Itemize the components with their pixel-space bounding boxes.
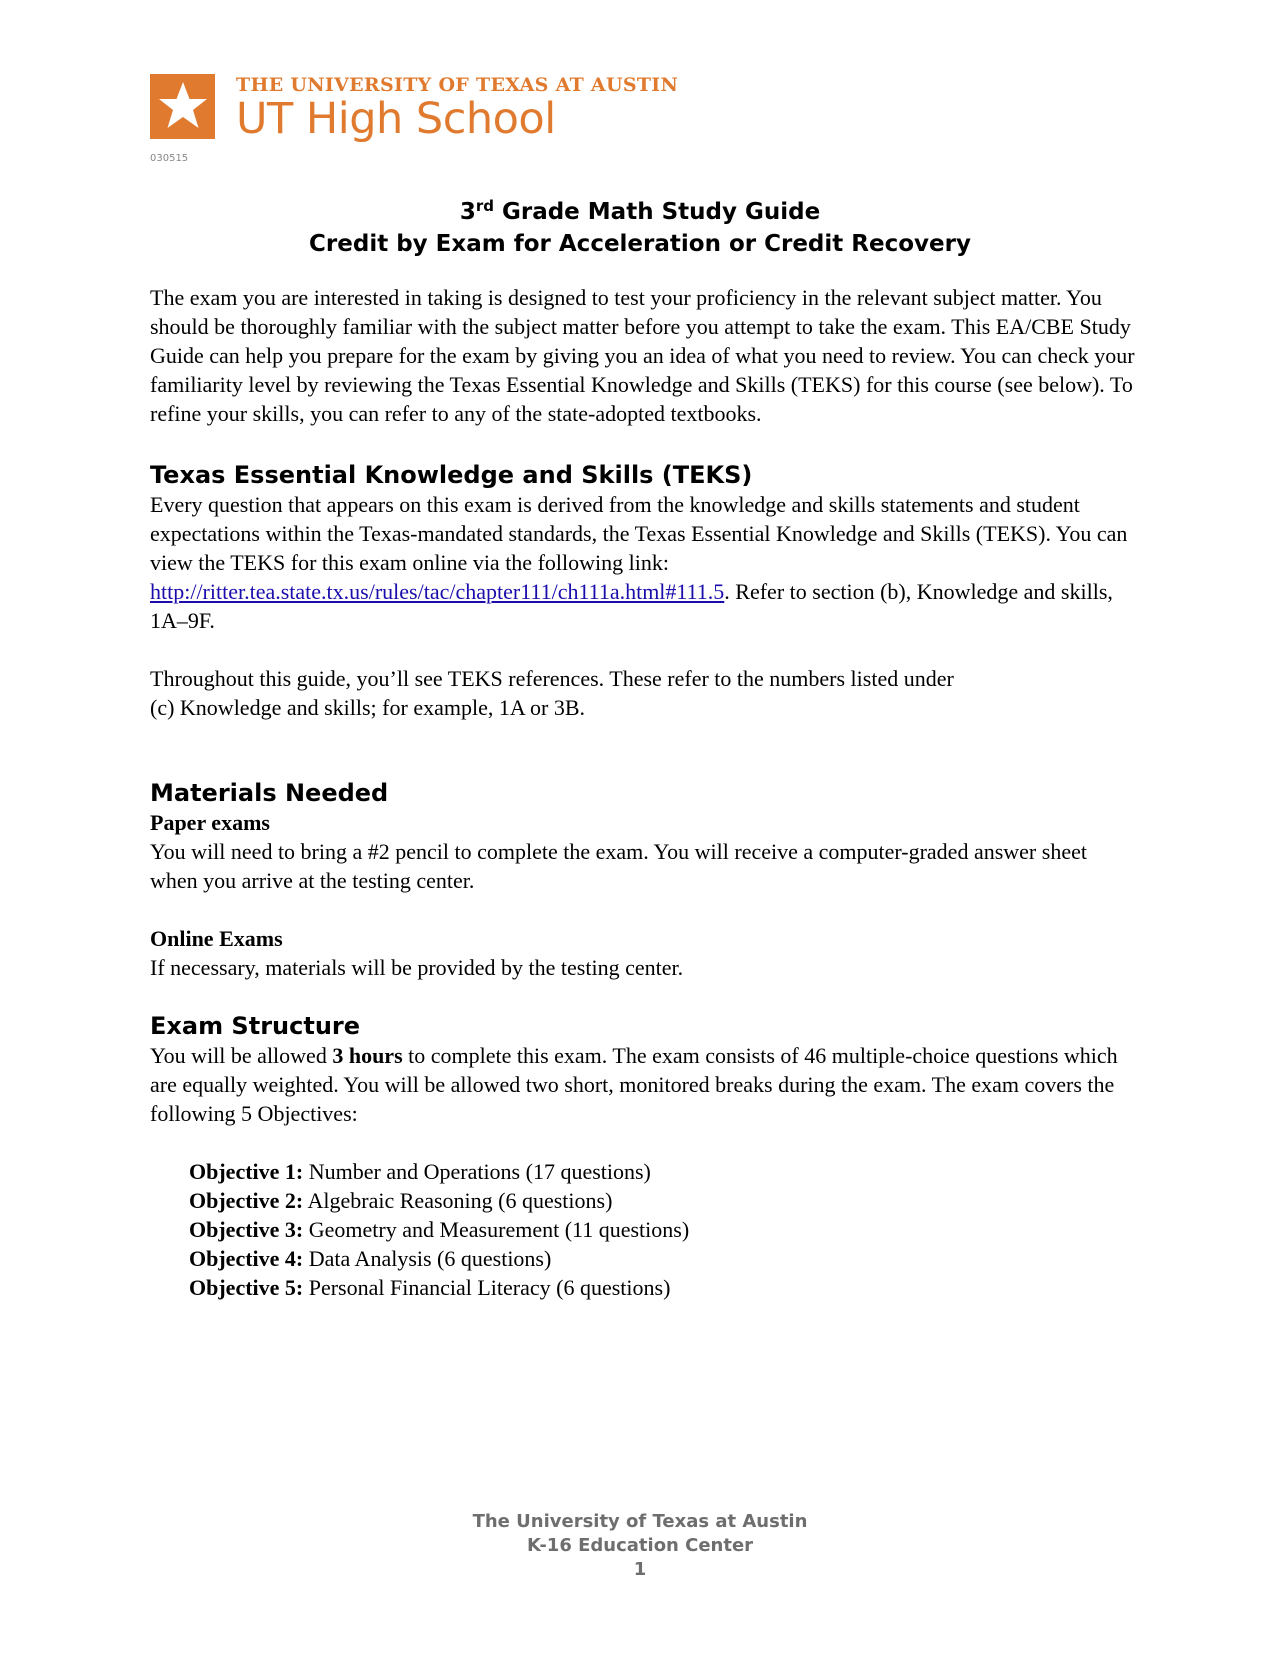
- page-title: [0, 196, 1280, 260]
- title-line-2: Credit by Exam for Acceleration or Credit Recovery: [309, 231, 971, 257]
- online-exams-heading: Online Exams: [150, 926, 283, 951]
- grade-suffix: rd: [475, 197, 494, 215]
- intro-paragraph: The exam you are interested in taking is designed to test your proficiency in the relevant subject matter. You should be thoroughly familiar with the subject matter before you attempt to take the exam. This EA/CBE Study Guide can help you prepare for the exam by giving you an idea of what you need to review. You can check your familiarity level by reviewing the Texas Essential Knowledge and Skills (TEKS) for this course (see below). To refine your skills, you can refer to any of the state-adopted textbooks.: [150, 285, 1135, 426]
- teks-paragraph: Every question that appears on this exam is derived from the knowledge and skills statements and student expectations within the Texas-mandated standards, the Texas Essential Knowledge and Skills (TEKS). You can view the TEKS for this exam online via the following link: http://ritter.tea.state.tx.us/rules/tac/chapter111/ch111a.html#111.5. Refer to section (b), Knowledge and skills, 1A–9F.: [150, 492, 1128, 633]
- teks-references-paragraph: Throughout this guide, you’ll see TEKS references. These refer to the numbers listed under (c) Knowledge and skills; for example, 1A or 3B.: [150, 666, 954, 720]
- teks-section: [150, 490, 1140, 722]
- title-line-1: 3rd Grade Math Study Guide: [459, 197, 821, 225]
- school-name: UT High School: [236, 94, 556, 144]
- teks-link[interactable]: http://ritter.tea.state.tx.us/rules/tac/chapter111/ch111a.html#111.5: [150, 579, 725, 604]
- objective-item: Objective 3: Geometry and Measurement (11 questions): [189, 1217, 690, 1242]
- exam-duration: 3 hours: [332, 1043, 403, 1068]
- page-number: 1: [633, 1559, 647, 1580]
- materials-heading: Materials Needed: [150, 779, 389, 807]
- materials-section: [150, 808, 1140, 982]
- footer-center: K-16 Education Center: [526, 1535, 754, 1556]
- page-footer: [0, 1510, 1280, 1582]
- objective-item: Objective 4: Data Analysis (6 questions): [189, 1246, 552, 1271]
- objective-item: Objective 1: Number and Operations (17 questions): [189, 1159, 651, 1184]
- objective-item: Objective 2: Algebraic Reasoning (6 questions): [189, 1188, 613, 1213]
- footer-university: The University of Texas at Austin: [472, 1511, 808, 1532]
- paper-exams-text: You will need to bring a #2 pencil to complete the exam. You will receive a computer-graded answer sheet when you arrive at the testing center.: [150, 839, 1087, 893]
- online-exams-text: If necessary, materials will be provided by the testing center.: [150, 955, 684, 980]
- paper-exams-heading: Paper exams: [150, 810, 270, 835]
- university-name: THE UNIVERSITY OF TEXAS AT AUSTIN: [236, 74, 679, 96]
- objective-item: Objective 5: Personal Financial Literacy (6 questions): [189, 1275, 671, 1300]
- ut-star-icon: [150, 74, 215, 139]
- objectives-list: [189, 1157, 689, 1302]
- exam-structure-paragraph: You will be allowed 3 hours to complete this exam. The exam consists of 46 multiple-choice questions which are equally weighted. You will be allowed two short, monitored breaks during the exam. The exam covers the following 5 Objectives:: [150, 1043, 1118, 1126]
- teks-heading: Texas Essential Knowledge and Skills (TEKS): [150, 461, 753, 489]
- document-code: 030515: [150, 153, 189, 164]
- exam-structure-heading: Exam Structure: [150, 1012, 361, 1040]
